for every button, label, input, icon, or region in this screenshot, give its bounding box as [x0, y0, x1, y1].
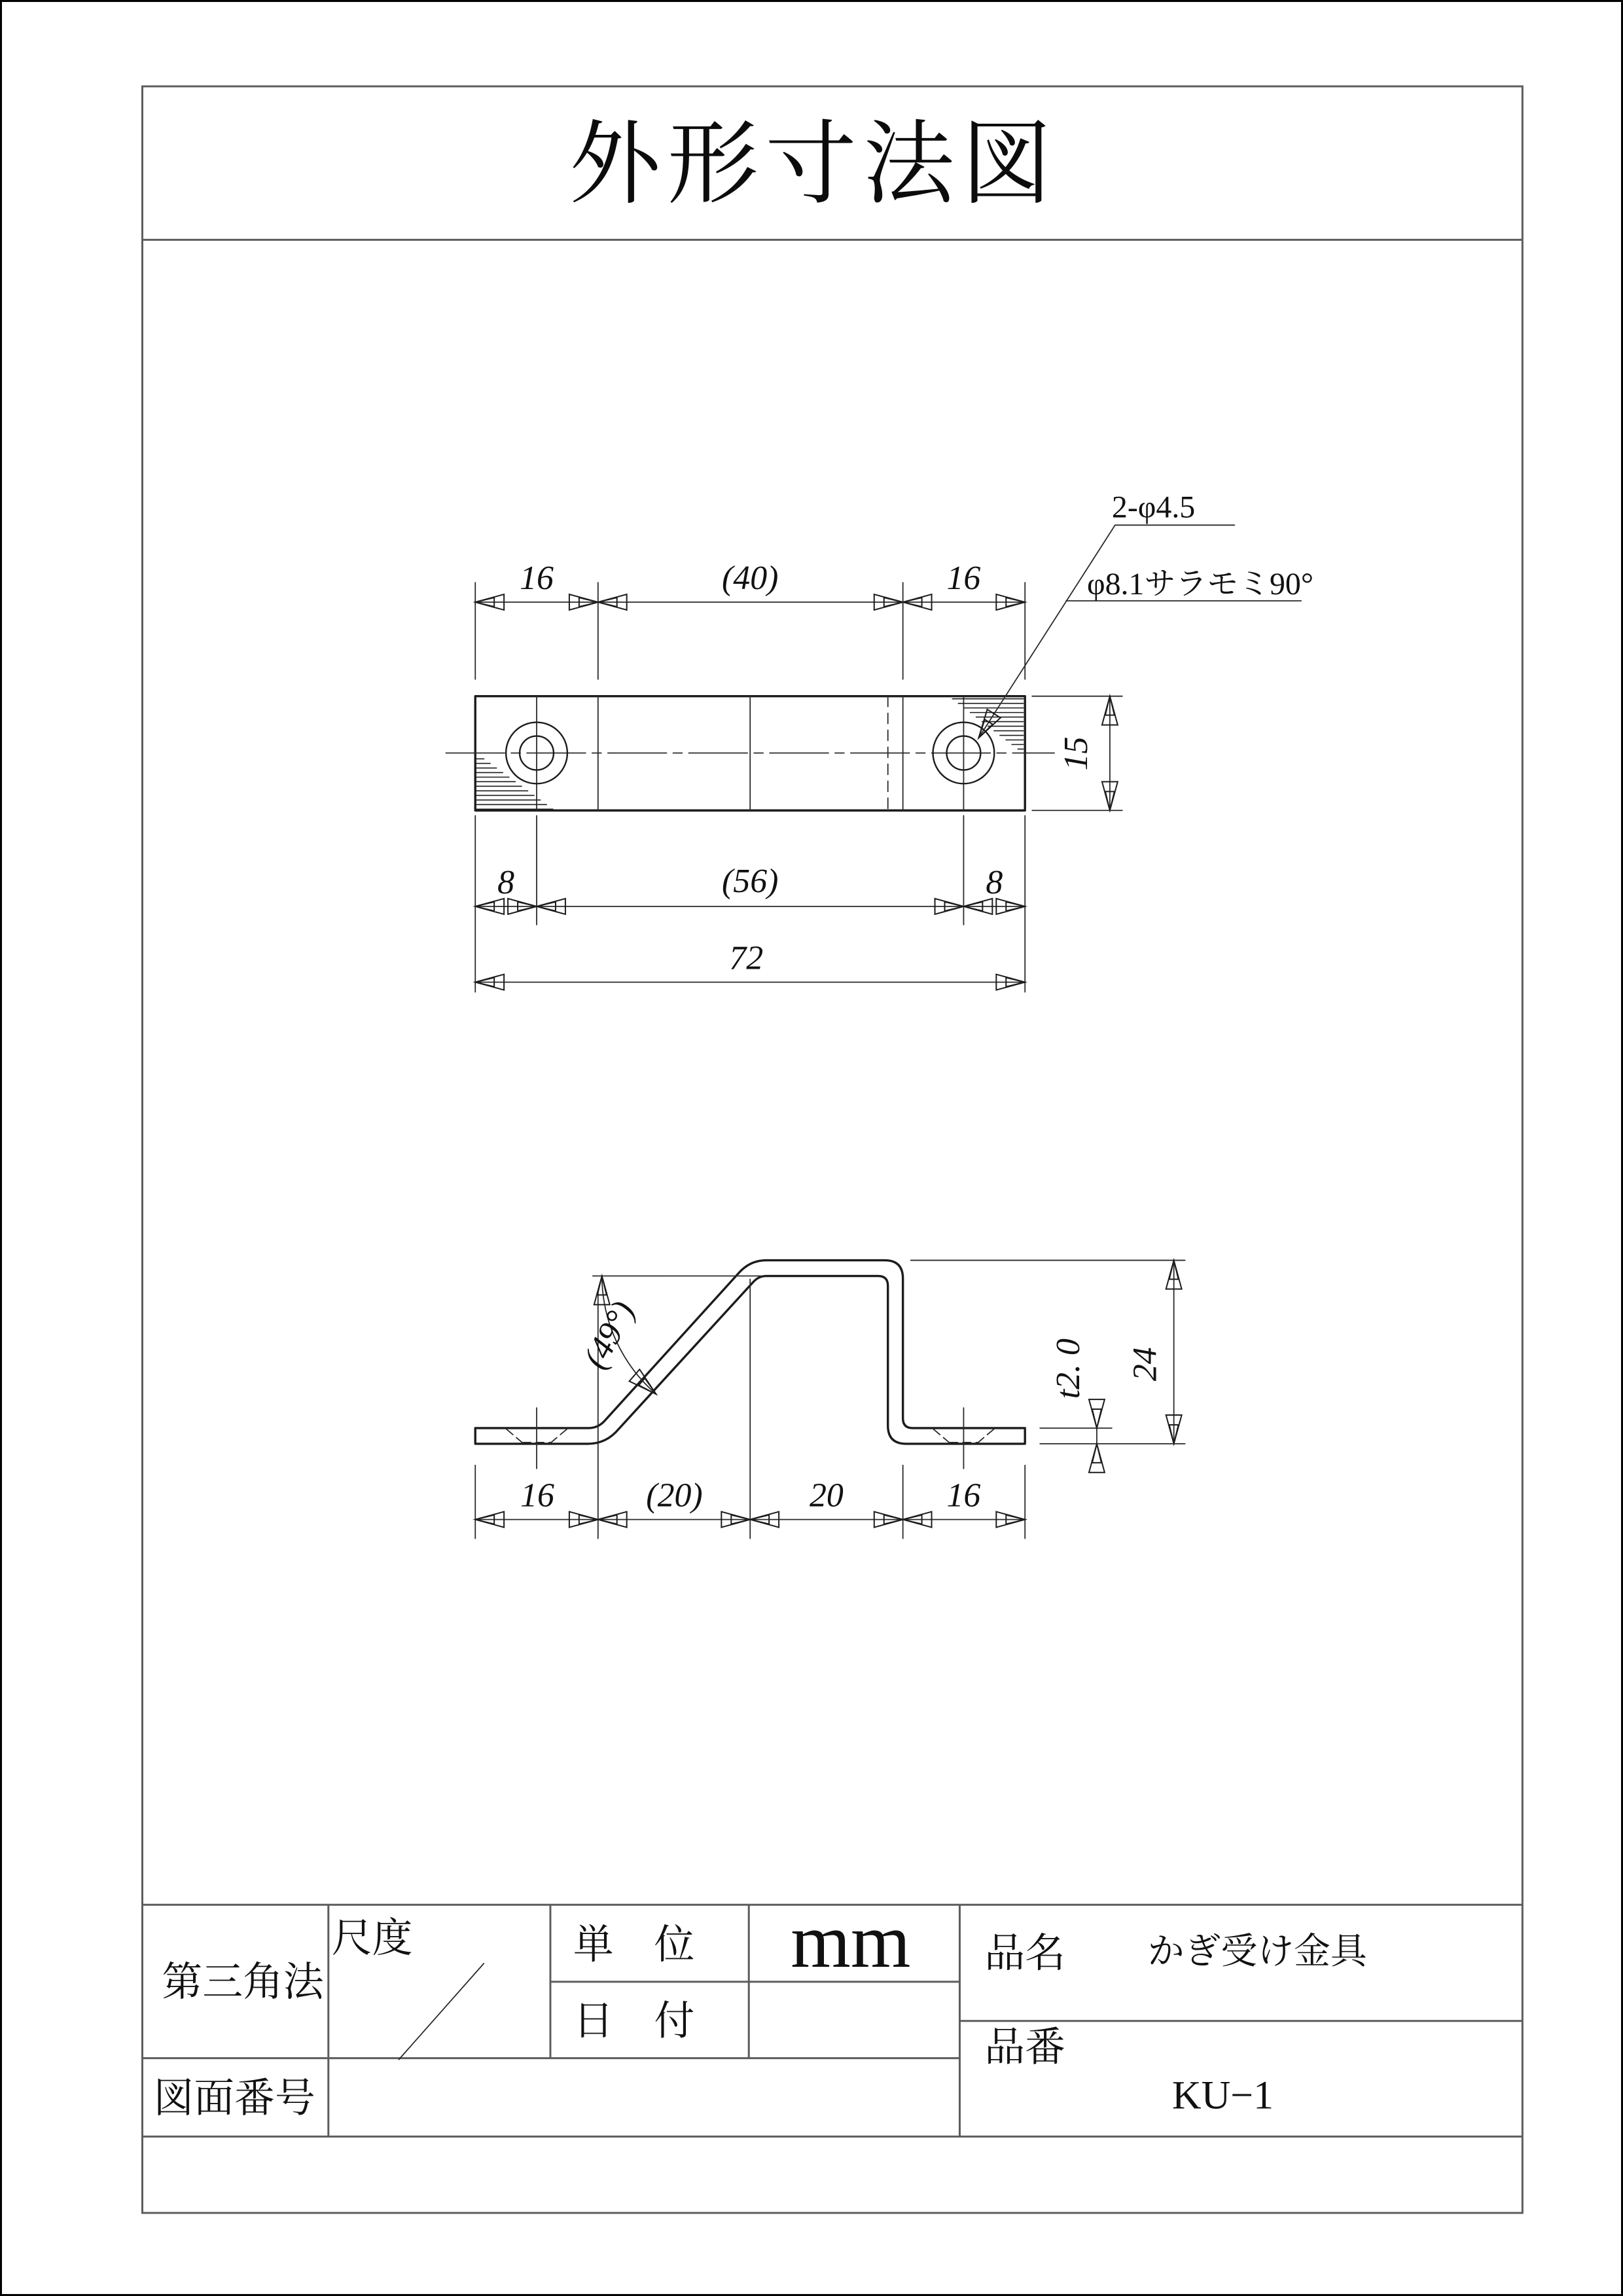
side-view: [475, 1261, 1185, 1539]
dim-label-plan-width: 15: [1057, 736, 1095, 771]
title-block: [142, 1899, 1522, 2136]
dim-label-side-thickness: t2. 0: [1050, 1338, 1088, 1399]
dim-label-side-3: 20: [810, 1477, 844, 1515]
drawing-title: 外形寸法図: [569, 115, 1060, 216]
part-number-label: 品番: [984, 2025, 1066, 2070]
unit-value: mm: [791, 1898, 911, 1984]
date-label: 日 付: [573, 1999, 695, 2044]
plan-dimension-lines: [475, 602, 1110, 982]
dim-label-plan-pitch-mid: (56): [722, 862, 779, 900]
projection-label: 第三角法: [162, 1960, 324, 2005]
note-holes: 2-φ4.5: [1111, 490, 1196, 525]
drawing-number-label: 図面番号: [153, 2076, 315, 2121]
dim-label-plan-pitch-left: 8: [497, 863, 515, 901]
drawing-canvas: [2, 2, 1621, 2294]
dim-label-plan-top-right: 16: [946, 560, 981, 598]
unit-label: 単 位: [573, 1922, 695, 1967]
dim-label-side-height: 24: [1126, 1347, 1164, 1382]
part-number-value: KU−1: [1171, 2073, 1274, 2118]
note-countersink: φ8.1サラモミ90°: [1086, 567, 1313, 602]
dim-label-side-1: 16: [520, 1477, 554, 1515]
side-countersink-right: [933, 1408, 995, 1469]
dim-label-plan-overall: 72: [729, 939, 764, 977]
scale-label: 尺度: [331, 1916, 413, 1962]
dim-label-plan-top-left: 16: [520, 560, 554, 598]
dim-label-plan-top-mid: (40): [722, 560, 779, 598]
scale-slash: [399, 1964, 484, 2060]
plan-view: [446, 490, 1313, 992]
side-countersink-left: [506, 1408, 567, 1469]
product-name-value: かぎ受け金具: [1147, 1931, 1367, 1972]
plan-hole-callout: [978, 490, 1313, 738]
dim-label-side-4: 16: [946, 1477, 981, 1515]
dim-label-plan-pitch-right: 8: [986, 863, 1003, 901]
dim-label-side-angle: (49°): [576, 1295, 643, 1375]
dim-label-side-2: (20): [646, 1477, 703, 1515]
product-name-label: 品名: [984, 1931, 1066, 1976]
sheet-frame: [142, 86, 1522, 2213]
